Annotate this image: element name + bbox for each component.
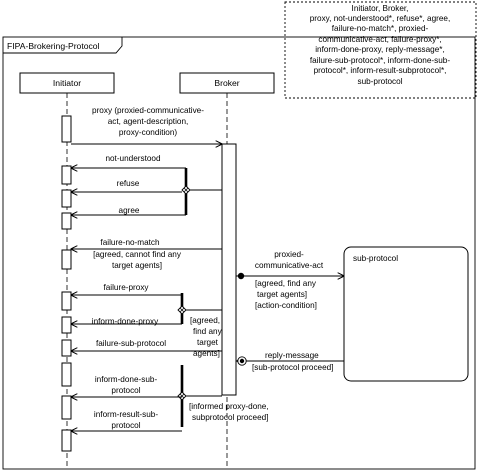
- guard-agreed-find-targets-left: [190, 316, 223, 358]
- svg-text:protocol: protocol: [111, 421, 141, 430]
- svg-text:[agreed, find any: [agreed, find any: [255, 279, 316, 288]
- broker-activation: [222, 144, 236, 395]
- svg-text:inform-done-sub-: inform-done-sub-: [94, 375, 158, 384]
- message-failure-no-match: [71, 238, 222, 249]
- svg-text:proxy (proxied-communicative-: proxy (proxied-communicative-: [92, 106, 204, 115]
- guard-agreed-no-agents: [93, 250, 182, 270]
- message-inform-done-proxy: [71, 317, 182, 326]
- xor-decision-reply: [182, 168, 222, 215]
- message-refuse: [71, 179, 182, 192]
- svg-text:sub-protocol: sub-protocol: [357, 77, 403, 86]
- message-inform-result-sub-protocol: [71, 410, 182, 431]
- svg-text:act, agent-description,: act, agent-description,: [107, 117, 189, 126]
- initiator-lifeline-label: Initiator: [52, 78, 82, 88]
- svg-text:not-understood: not-understood: [105, 154, 161, 163]
- svg-text:[informed proxy-done,: [informed proxy-done,: [189, 402, 269, 411]
- protocol-title: FIPA-Brokering-Protocol: [7, 41, 100, 51]
- svg-text:find any: find any: [193, 327, 222, 336]
- protocol-parameters: [310, 4, 451, 86]
- svg-text:communicative-act, failure-pro: communicative-act, failure-proxy*,: [318, 35, 442, 44]
- message-inform-done-sub-protocol: [71, 375, 182, 397]
- sub-protocol-label: sub-protocol: [353, 254, 399, 263]
- svg-text:[agreed, cannot find any: [agreed, cannot find any: [93, 250, 181, 259]
- guard-informed-proxy-done: [189, 402, 269, 422]
- svg-text:proxy-condition): proxy-condition): [118, 128, 178, 137]
- svg-text:target agents]: target agents]: [111, 261, 163, 270]
- svg-text:target agents]: target agents]: [257, 290, 308, 299]
- svg-text:agree: agree: [118, 206, 140, 215]
- svg-text:target: target: [197, 338, 218, 347]
- svg-text:failure-sub-protocol*, inform-: failure-sub-protocol*, inform-done-sub-: [309, 56, 451, 65]
- initiator-activations: [62, 116, 71, 451]
- svg-text:failure-no-match: failure-no-match: [100, 238, 160, 247]
- svg-text:proxied-: proxied-: [274, 250, 304, 259]
- svg-text:refuse: refuse: [116, 179, 140, 188]
- svg-text:failure-no-match*, proxied-: failure-no-match*, proxied-: [331, 24, 429, 33]
- svg-text:[action-condition]: [action-condition]: [255, 301, 317, 310]
- svg-text:subprotocol proceed]: subprotocol proceed]: [192, 413, 269, 422]
- svg-text:inform-done-proxy: inform-done-proxy: [91, 317, 159, 326]
- message-proxy: [71, 106, 222, 144]
- svg-text:[agreed,: [agreed,: [190, 316, 221, 325]
- message-agree: [71, 206, 186, 215]
- svg-text:failure-proxy: failure-proxy: [103, 283, 149, 292]
- guard-agreed-find-targets-right: [255, 279, 317, 310]
- svg-text:Initiator, Broker,: Initiator, Broker,: [351, 4, 409, 13]
- svg-text:protocol*, inform-result-subpr: protocol*, inform-result-subprotocol*,: [313, 66, 447, 75]
- sub-protocol-box: [344, 247, 468, 381]
- svg-text:inform-done-proxy, reply-messa: inform-done-proxy, reply-message*,: [315, 45, 445, 54]
- message-failure-proxy: [71, 283, 182, 295]
- svg-text:proxy, not-understood*, refuse: proxy, not-understood*, refuse*, agree,: [309, 14, 451, 23]
- svg-text:agents]: agents]: [193, 349, 220, 358]
- message-proxied-communicative-act: [236, 250, 344, 279]
- svg-text:reply-message: reply-message: [265, 351, 319, 360]
- message-not-understood: [71, 154, 186, 168]
- svg-text:inform-result-sub-: inform-result-sub-: [93, 410, 159, 419]
- svg-text:failure-sub-protocol: failure-sub-protocol: [95, 339, 167, 348]
- svg-text:communicative-act: communicative-act: [254, 261, 324, 270]
- guard-sub-protocol-proceed: [sub-protocol proceed]: [252, 363, 334, 372]
- broker-lifeline-label: Broker: [214, 78, 240, 88]
- svg-text:protocol: protocol: [111, 386, 141, 395]
